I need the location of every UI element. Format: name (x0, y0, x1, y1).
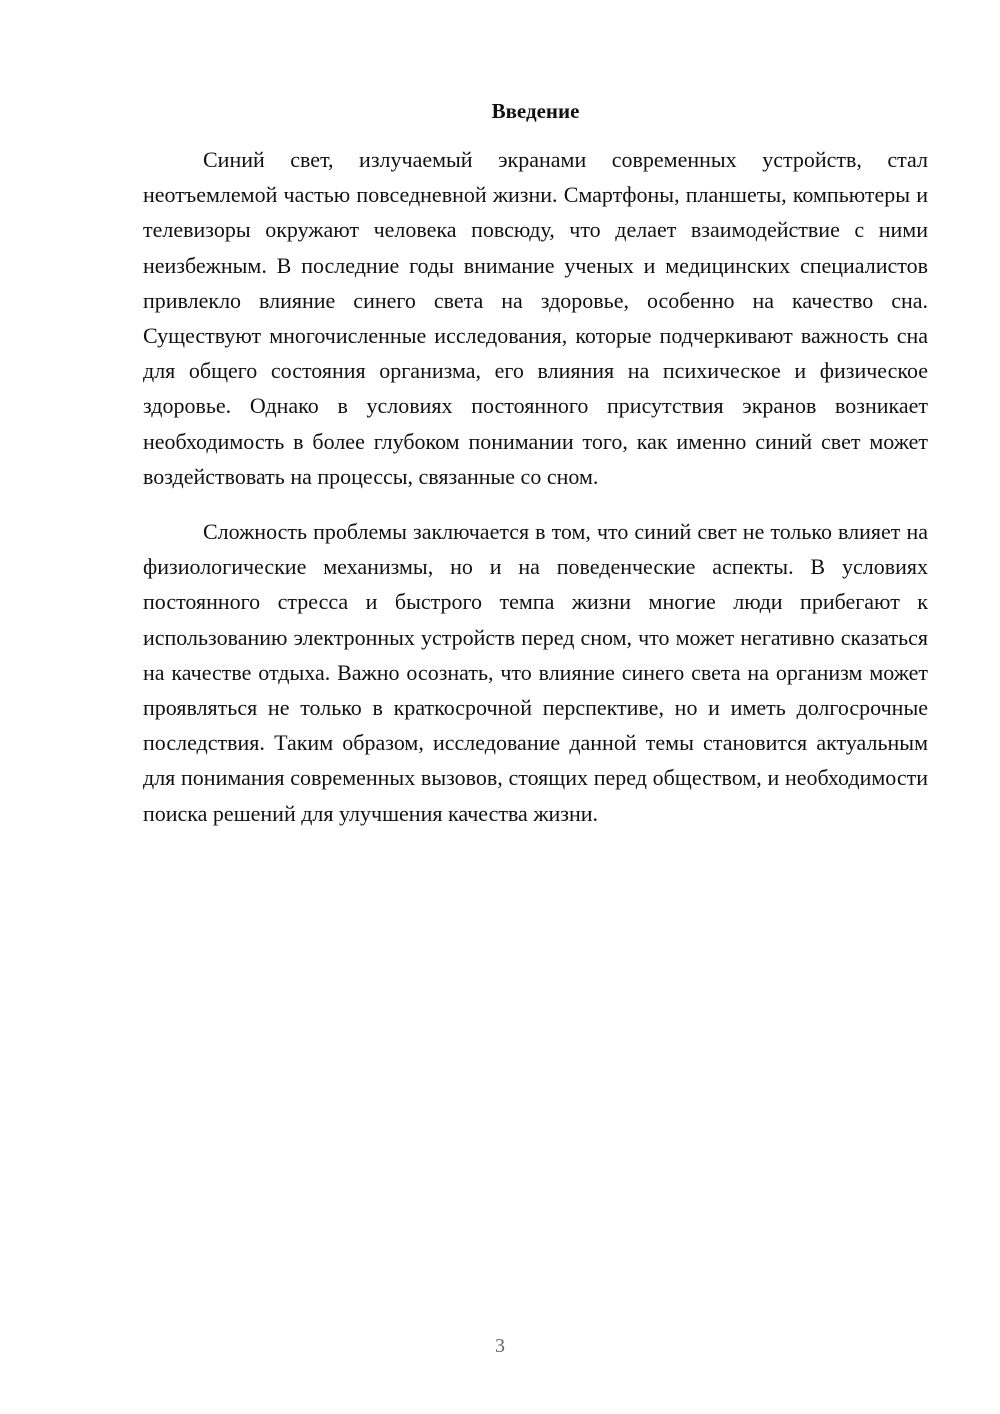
paragraph-2: Сложность проблемы заключается в том, что синий свет не только влияет на физиологические механизмы, но и на поведенческие аспекты. В условиях постоянного стресса и быстрого темпа жизни многие люди прибегают к использованию электронных устройств перед сном, что может негативно сказаться на качестве отдыха. Важно осознать, что влияние синего света на организм может проявляться не только в краткосрочной перспективе, но и иметь долгосрочные последствия. Таким образом, исследование данной темы становится актуальным для понимания современных вызовов, стоящих перед обществом, и необходимости поиска решений для улучшения качества жизни. (143, 519, 928, 826)
body-text (143, 142, 928, 831)
section-heading: Введение (491, 99, 580, 123)
page-number: 3 (495, 1335, 505, 1357)
paragraph-1: Синий свет, излучаемый экранами современных устройств, стал неотъемлемой частью повседневной жизни. Смартфоны, планшеты, компьютеры и телевизоры окружают человека повсюду, что делает взаимодействие с ними неизбежным. В последние годы внимание ученых и медицинских специалистов привлекло влияние синего света на здоровье, особенно на качество сна. Существуют многочисленные исследования, которые подчеркивают важность сна для общего состояния организма, его влияния на психическое и физическое здоровье. Однако в условиях постоянного присутствия экранов возникает необходимость в более глубоком понимании того, как именно синий свет может воздействовать на процессы, связанные со сном. (143, 147, 928, 489)
